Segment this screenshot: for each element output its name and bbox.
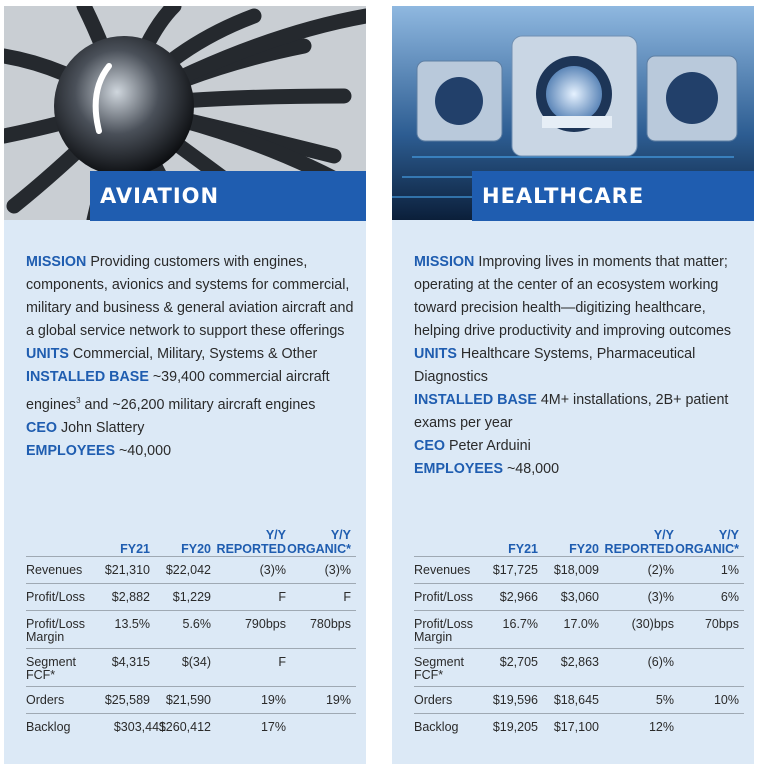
healthcare-description	[414, 251, 744, 481]
row-label: Orders	[26, 693, 65, 707]
employees-label: EMPLOYEES	[26, 442, 115, 459]
aviation-metrics-table	[26, 524, 356, 740]
ceo-name: John Slattery	[56, 419, 145, 436]
units-text: Healthcare Systems, Pharmaceutical Diagnostics	[414, 346, 696, 385]
row-label: Profit/Loss	[414, 590, 474, 604]
col-reported-line1: Y/Y	[265, 528, 286, 542]
col-organic-line1: Y/Y	[718, 528, 739, 542]
aviation-title: AVIATION	[90, 171, 366, 221]
cell-fy21: $303,441	[113, 720, 166, 734]
cell-fy21: 16.7%	[502, 617, 538, 631]
units-label: UNITS	[26, 346, 69, 362]
cell-fy20: 17.0%	[563, 617, 599, 631]
cell-reported: (3)%	[647, 590, 674, 604]
cell-organic: 10%	[713, 693, 739, 707]
table-row	[414, 583, 744, 610]
cell-organic: 780bps	[309, 617, 351, 631]
col-organic	[669, 528, 739, 556]
mission-text: Providing customers with engines, components, avionics and systems for commercial, military and business & general aviation aircraft and a global service network to support these offerings	[26, 254, 354, 339]
cell-fy21: $4,315	[111, 655, 150, 669]
table-row	[414, 713, 744, 740]
table-row	[414, 610, 744, 648]
installed-base-text-2: and ~26,200 military aircraft engines	[80, 396, 316, 413]
cell-reported: (6)%	[647, 655, 674, 669]
cell-reported: (3)%	[259, 563, 286, 577]
row-label: Segment FCF*	[26, 655, 77, 682]
row-label: Backlog	[414, 720, 459, 734]
row-label: Backlog	[26, 720, 71, 734]
table-header	[26, 524, 356, 556]
row-label: Segment FCF*	[414, 655, 465, 682]
cell-fy21: $2,966	[499, 590, 538, 604]
col-reported-line2: REPORTED	[604, 542, 674, 556]
table-header	[414, 524, 744, 556]
cell-reported: 17%	[260, 720, 286, 734]
cell-fy20: $3,060	[560, 590, 599, 604]
aviation-card	[4, 6, 366, 764]
col-fy20: FY20	[569, 542, 599, 556]
cell-fy21: $2,705	[499, 655, 538, 669]
cell-reported: 12%	[648, 720, 674, 734]
cell-fy20: $(34)	[181, 655, 211, 669]
cell-fy21: 13.5%	[114, 617, 150, 631]
mission-label: MISSION	[26, 254, 87, 270]
installed-base-label: INSTALLED BASE	[26, 369, 149, 385]
col-organic-line1: Y/Y	[330, 528, 351, 542]
col-reported-line1: Y/Y	[653, 528, 674, 542]
cell-fy20: $21,590	[165, 693, 211, 707]
healthcare-card	[392, 6, 754, 764]
ceo-name: Peter Arduini	[444, 438, 531, 454]
cell-fy20: $260,412	[158, 720, 211, 734]
row-label: Orders	[414, 693, 453, 707]
cell-reported: F	[278, 590, 286, 604]
table-row	[26, 648, 356, 686]
col-organic-line2: ORGANIC*	[675, 542, 739, 556]
col-organic-line2: ORGANIC*	[287, 542, 351, 556]
col-reported	[594, 528, 674, 556]
table-row	[26, 713, 356, 740]
row-label: Revenues	[26, 563, 83, 577]
col-organic	[281, 528, 351, 556]
col-fy21: FY21	[120, 542, 150, 556]
employees-label: EMPLOYEES	[414, 461, 503, 477]
healthcare-metrics-table	[414, 524, 744, 740]
units-text: Commercial, Military, Systems & Other	[68, 346, 318, 362]
row-label: Revenues	[414, 563, 471, 577]
table-row	[414, 686, 744, 713]
table-row	[414, 556, 744, 583]
cell-fy21: $25,589	[104, 693, 150, 707]
row-label: Profit/Loss	[26, 590, 86, 604]
healthcare-title: HEALTHCARE	[472, 171, 754, 221]
cell-fy20: $18,009	[553, 563, 599, 577]
table-row	[414, 648, 744, 686]
mission-label: MISSION	[414, 254, 475, 270]
table-row	[26, 686, 356, 713]
col-fy20: FY20	[181, 542, 211, 556]
cell-fy21: $21,310	[104, 563, 150, 577]
cell-fy21: $19,596	[492, 693, 538, 707]
cell-fy20: $18,645	[553, 693, 599, 707]
units-label: UNITS	[414, 346, 457, 362]
cell-organic: 1%	[720, 563, 739, 577]
cell-fy20: $22,042	[165, 563, 211, 577]
cell-organic: 19%	[325, 693, 351, 707]
cell-reported: (2)%	[647, 563, 674, 577]
cell-fy20: 5.6%	[182, 617, 211, 631]
cell-fy21: $17,725	[492, 563, 538, 577]
cell-reported: 5%	[655, 693, 674, 707]
cell-fy21: $19,205	[492, 720, 538, 734]
cell-fy20: $2,863	[560, 655, 599, 669]
cell-fy20: $17,100	[553, 720, 599, 734]
cell-fy21: $2,882	[111, 590, 150, 604]
cell-reported: 790bps	[244, 617, 286, 631]
installed-base-text: 4M+ installations, 2B+ patient exams per year	[414, 392, 729, 431]
employees-count: ~48,000	[502, 461, 560, 477]
installed-base-label: INSTALLED BASE	[414, 392, 537, 408]
cell-reported: 19%	[260, 693, 286, 707]
table-row	[26, 556, 356, 583]
col-reported	[206, 528, 286, 556]
cell-reported: F	[278, 655, 286, 669]
employees-count: ~40,000	[114, 442, 172, 459]
row-label: Profit/Loss Margin	[414, 617, 474, 644]
footnote-marker: 3	[76, 396, 81, 405]
aviation-description	[26, 251, 356, 463]
cell-fy20: $1,229	[172, 590, 211, 604]
ceo-label: CEO	[414, 438, 445, 454]
col-reported-line2: REPORTED	[216, 542, 286, 556]
mission-text: Improving lives in moments that matter; operating at the center of an ecosystem working toward precision health—digitizing healthcare, helping drive productivity and improving outcomes	[414, 254, 732, 339]
row-label: Profit/Loss Margin	[26, 617, 86, 644]
ceo-label: CEO	[26, 419, 57, 436]
table-row	[26, 610, 356, 648]
cell-organic: (3)%	[324, 563, 351, 577]
cell-organic: 6%	[720, 590, 739, 604]
cell-organic: 70bps	[704, 617, 739, 631]
installed-base-text: ~39,400 commercial aircraft engines	[26, 369, 330, 413]
cell-reported: (30)bps	[631, 617, 674, 631]
table-row	[26, 583, 356, 610]
col-fy21: FY21	[508, 542, 538, 556]
cell-organic: F	[343, 590, 351, 604]
